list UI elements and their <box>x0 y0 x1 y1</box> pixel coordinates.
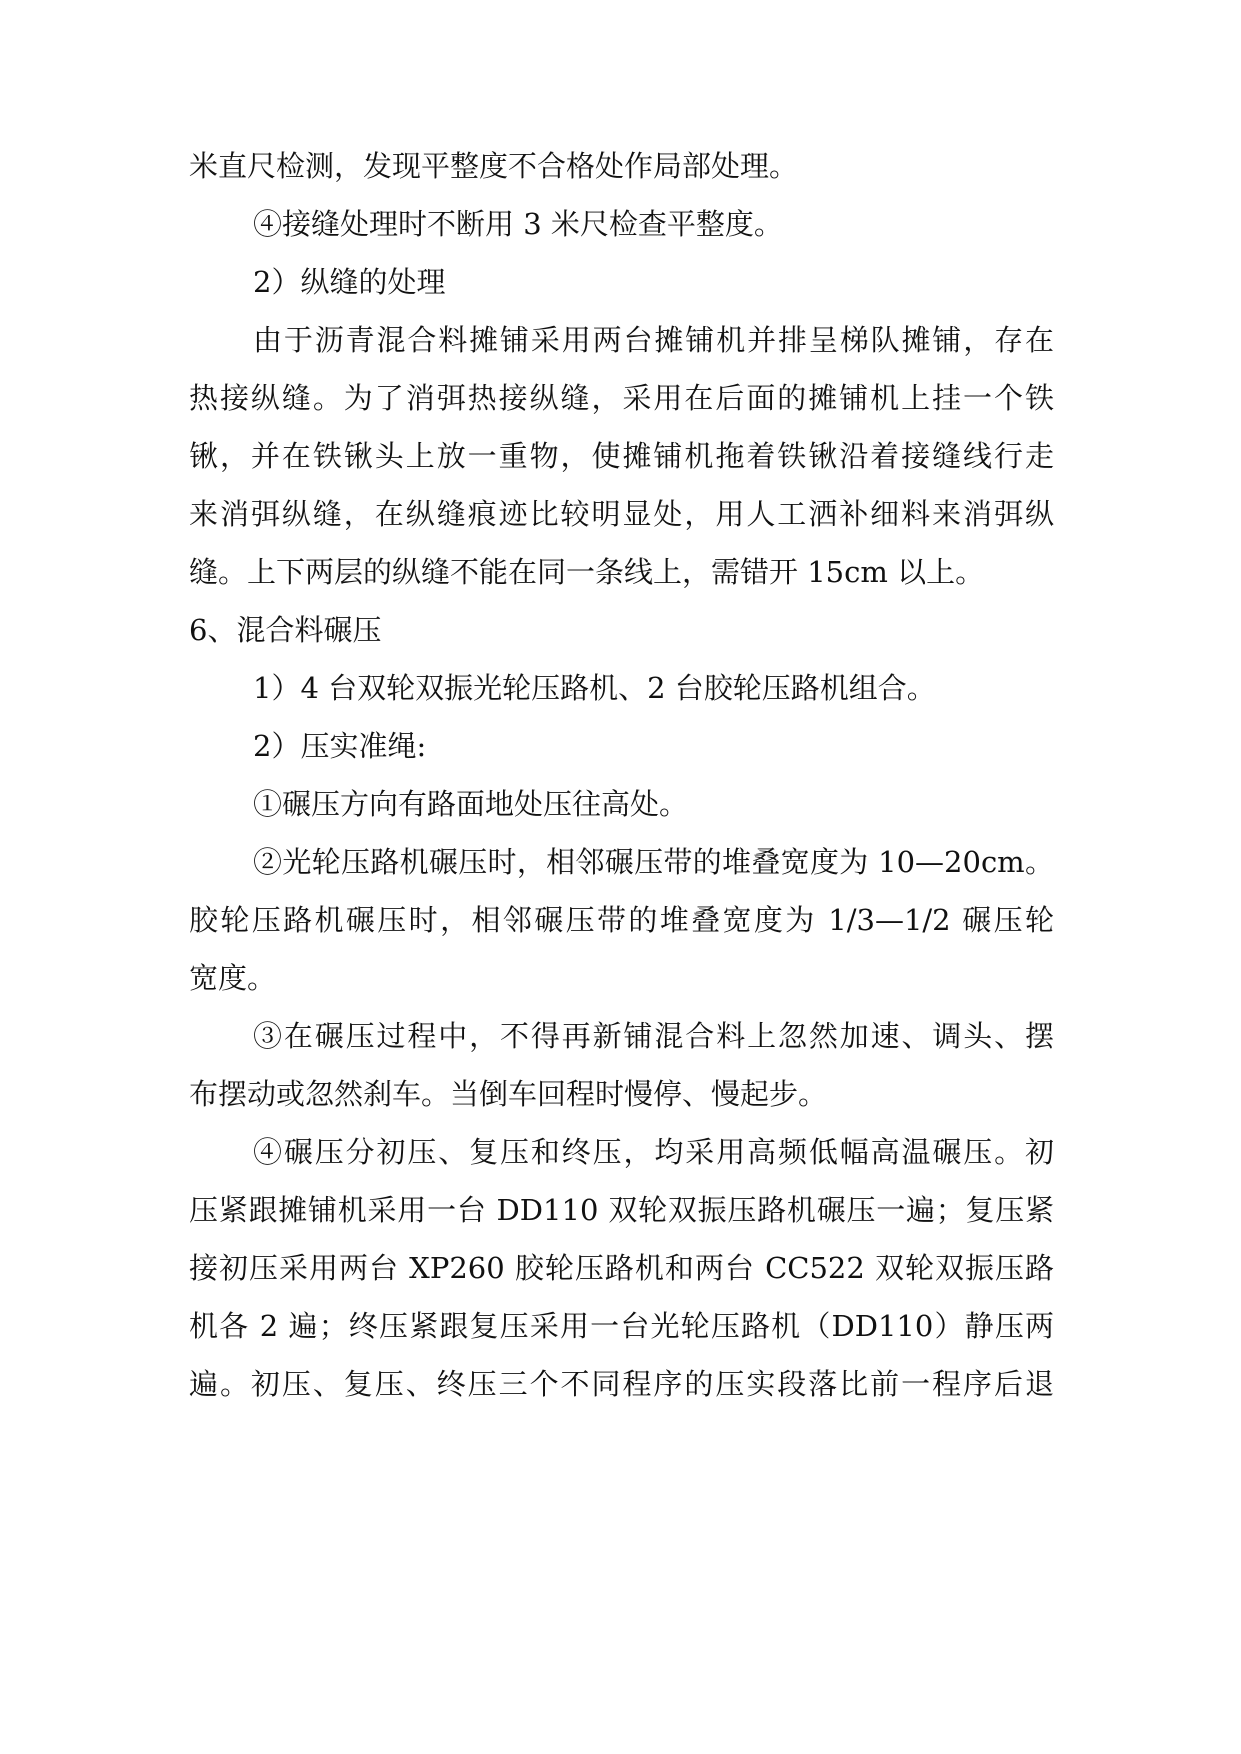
subheading: 2）压实准绳: <box>253 729 427 763</box>
paragraph-line: 胶轮压路机碾压时，相邻碾压带的堆叠宽度为 1/3—1/2 碾压轮 <box>189 903 1054 937</box>
paragraph-line: ④接缝处理时不断用 3 米尺检查平整度。 <box>253 207 783 241</box>
paragraph-line: 布摆动或忽然刹车。当倒车回程时慢停、慢起步。 <box>189 1077 828 1111</box>
paragraph-line: ②光轮压路机碾压时，相邻碾压带的堆叠宽度为 10—20cm。 <box>253 845 1054 879</box>
paragraph-line: 来消弭纵缝，在纵缝痕迹比较明显处，用人工洒补细料来消弭纵 <box>189 497 1054 531</box>
paragraph-line: 遍。初压、复压、终压三个不同程序的压实段落比前一程序后退 <box>189 1367 1054 1401</box>
paragraph-line: 锹，并在铁锹头上放一重物，使摊铺机拖着铁锹沿着接缝线行走 <box>189 439 1054 473</box>
paragraph-line: 缝。上下两层的纵缝不能在同一条线上，需错开 15cm 以上。 <box>189 555 985 589</box>
paragraph-line: 热接纵缝。为了消弭热接纵缝，采用在后面的摊铺机上挂一个铁 <box>189 381 1054 415</box>
paragraph-line: 1）4 台双轮双振光轮压路机、2 台胶轮压路机组合。 <box>253 671 936 705</box>
paragraph-line: 机各 2 遍；终压紧跟复压采用一台光轮压路机（DD110）静压两 <box>189 1309 1054 1343</box>
paragraph-line: 接初压采用两台 XP260 胶轮压路机和两台 CC522 双轮双振压路 <box>189 1251 1054 1285</box>
paragraph-line: ④碾压分初压、复压和终压，均采用高频低幅高温碾压。初 <box>253 1135 1054 1169</box>
section-heading: 6、混合料碾压 <box>189 613 382 647</box>
paragraph-line: 由于沥青混合料摊铺采用两台摊铺机并排呈梯队摊铺，存在 <box>253 323 1054 357</box>
paragraph-line: 宽度。 <box>189 961 277 995</box>
paragraph-line: 米直尺检测，发现平整度不合格处作局部处理。 <box>189 149 799 183</box>
paragraph-line: ①碾压方向有路面地处压往高处。 <box>253 787 689 821</box>
subheading: 2）纵缝的处理 <box>253 265 446 299</box>
paragraph-line: 压紧跟摊铺机采用一台 DD110 双轮双振压路机碾压一遍；复压紧 <box>189 1193 1054 1227</box>
paragraph-line: ③在碾压过程中，不得再新铺混合料上忽然加速、调头、摆 <box>253 1019 1054 1053</box>
